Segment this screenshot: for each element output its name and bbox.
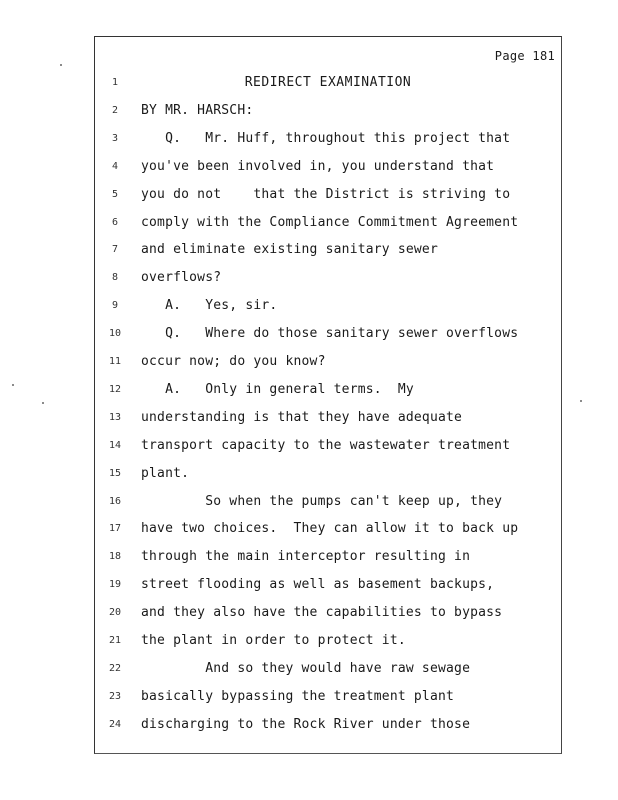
- line-number: 3: [111, 132, 119, 144]
- transcript-line: plant.: [141, 465, 190, 481]
- scan-speck: [12, 384, 14, 386]
- transcript-line: you've been involved in, you understand that: [141, 158, 495, 174]
- transcript-line: have two choices. They can allow it to back up: [141, 521, 519, 537]
- line-number: 7: [111, 244, 119, 256]
- transcript-line: basically bypassing the treatment plant: [141, 688, 455, 704]
- line-number: 19: [108, 579, 122, 591]
- transcript-line: street flooding as well as basement backups,: [141, 577, 495, 593]
- line-number: 12: [108, 383, 122, 395]
- scan-speck: [580, 400, 582, 402]
- scan-speck: [42, 402, 44, 404]
- line-number: 23: [108, 690, 122, 702]
- transcript-line: overflows?: [141, 270, 222, 286]
- line-number: 10: [108, 328, 122, 340]
- line-number: 4: [111, 160, 119, 172]
- line-number: 13: [108, 411, 122, 423]
- transcript-line: discharging to the Rock River under those: [141, 716, 471, 732]
- transcript-line: you do not that the District is striving to: [141, 186, 511, 202]
- line-number: 20: [108, 607, 122, 619]
- line-number: 14: [108, 439, 122, 451]
- examination-heading: REDIRECT EXAMINATION: [244, 75, 412, 90]
- line-number: 24: [108, 718, 122, 730]
- line-number: 2: [111, 104, 119, 116]
- transcript-line: and they also have the capabilities to bypass: [141, 605, 503, 621]
- line-number: 8: [111, 272, 119, 284]
- line-number: 5: [111, 188, 119, 200]
- transcript-line: Q. Mr. Huff, throughout this project that: [141, 130, 511, 146]
- transcript-line: comply with the Compliance Commitment Agreement: [141, 214, 519, 230]
- transcript-line: BY MR. HARSCH:: [141, 102, 254, 118]
- transcript-line: occur now; do you know?: [141, 354, 326, 369]
- transcript-line: through the main interceptor resulting in: [141, 549, 471, 565]
- transcript-line: And so they would have raw sewage: [141, 660, 471, 676]
- line-number: 21: [108, 635, 122, 646]
- transcript-line: understanding is that they have adequate: [141, 409, 463, 425]
- line-number: 17: [108, 523, 122, 535]
- page-number: Page 181: [494, 49, 555, 63]
- line-number: 1: [111, 77, 119, 88]
- line-number: 15: [108, 467, 122, 479]
- line-number: 22: [108, 662, 122, 674]
- transcript-line: So when the pumps can't keep up, they: [141, 493, 503, 509]
- scan-speck: [60, 64, 62, 66]
- line-number: 11: [108, 356, 122, 367]
- transcript-line: and eliminate existing sanitary sewer: [141, 242, 438, 258]
- transcript-line: A. Yes, sir.: [141, 298, 278, 314]
- transcript-line: A. Only in general terms. My: [141, 381, 414, 397]
- transcript-page-frame: [94, 36, 562, 754]
- transcript-line: Q. Where do those sanitary sewer overflows: [141, 326, 519, 342]
- line-number: 9: [111, 300, 119, 312]
- line-number: 16: [108, 495, 122, 507]
- line-number: 6: [111, 216, 119, 228]
- transcript-line: the plant in order to protect it.: [141, 633, 406, 648]
- transcript-line: transport capacity to the wastewater treatment: [141, 437, 511, 453]
- line-number: 18: [108, 551, 122, 563]
